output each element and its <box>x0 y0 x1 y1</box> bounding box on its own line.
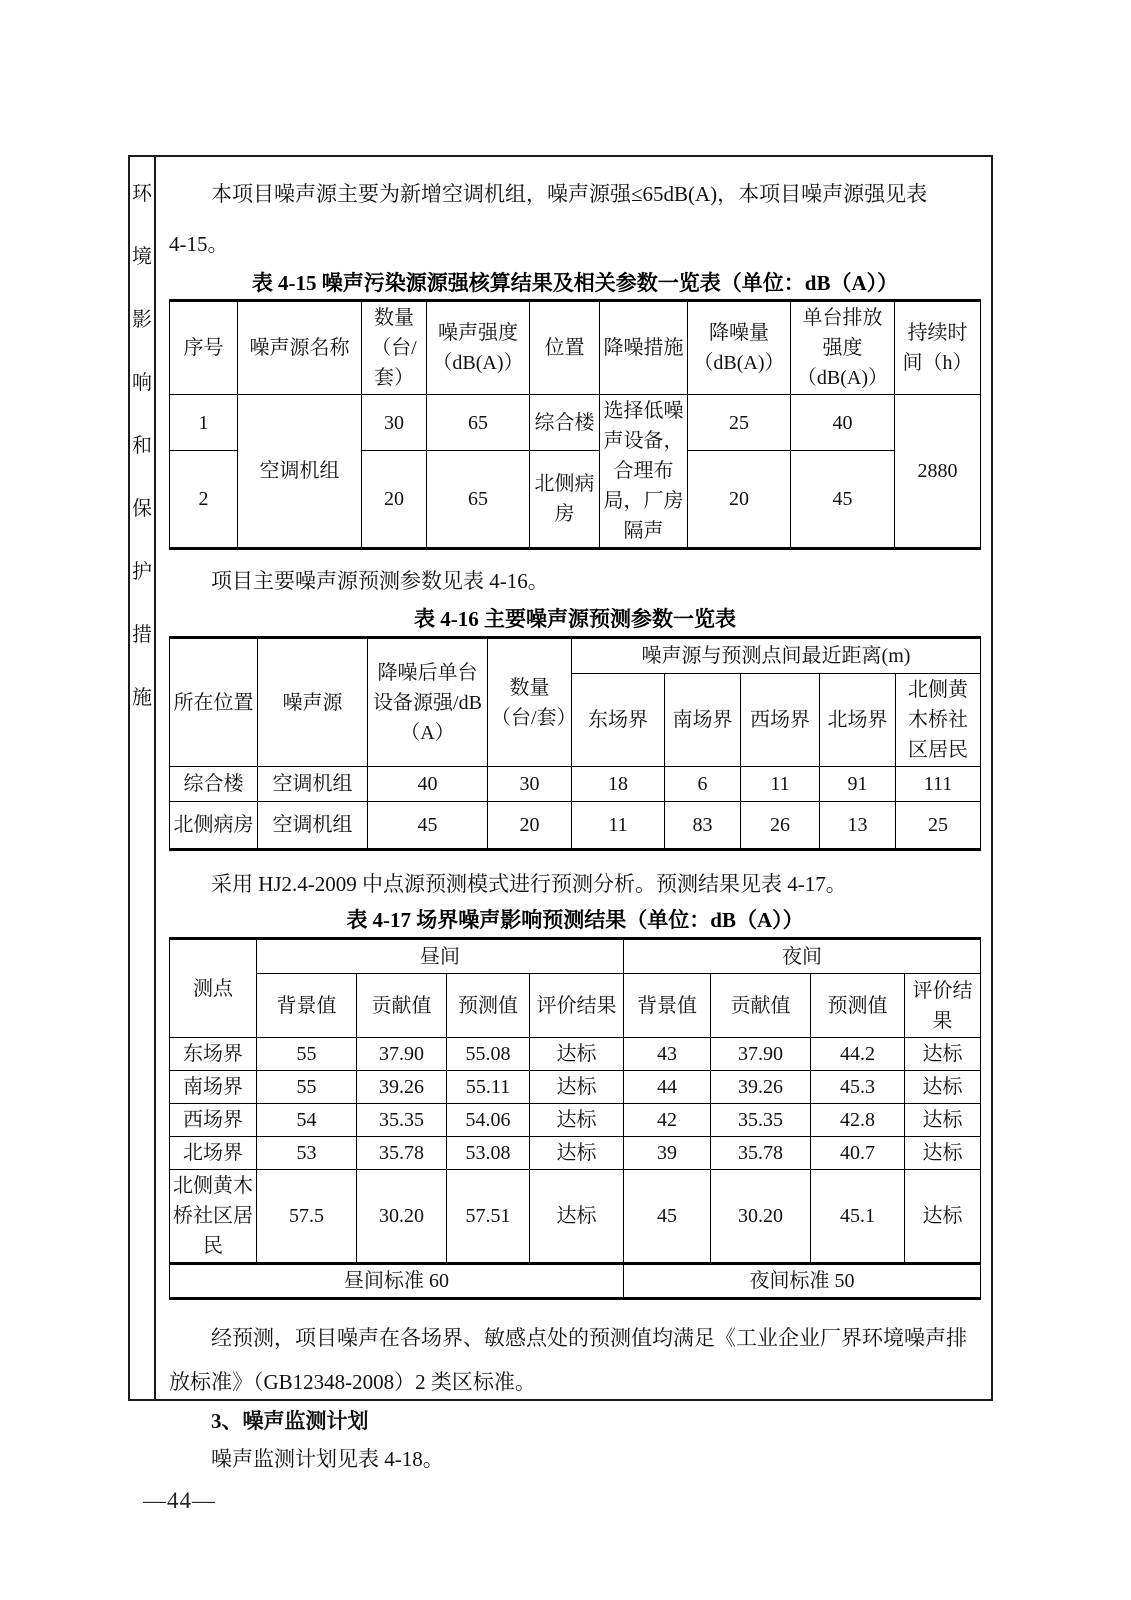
table16-title: 表 4-16 主要噪声源预测参数一览表 <box>413 607 736 631</box>
page-number: —44— <box>143 1488 216 1513</box>
table-row <box>169 1071 980 1104</box>
cell-qty: 20 <box>487 802 571 850</box>
header-cell: 西场界 <box>740 674 819 767</box>
cell-day-eval: 达标 <box>529 1071 623 1104</box>
cell-day-contrib: 37.90 <box>356 1038 446 1071</box>
cell-source-name: 空调机组 <box>237 395 361 549</box>
table-row <box>169 1170 980 1264</box>
table17-title: 表 4-17 场界噪声影响预测结果（单位：dB（A）） <box>346 908 804 932</box>
cell-night-bg: 45 <box>623 1170 710 1264</box>
paragraph-conclusion: 经预测，项目噪声在各场界、敏感点处的预测值均满足《工业企业厂界环境噪声排放标准》（GB12348-2008）2 类区标准。 <box>168 1326 967 1394</box>
header-cell: 贡献值 <box>356 974 446 1038</box>
cell-night-bg: 39 <box>623 1137 710 1170</box>
page-content <box>156 157 991 1471</box>
cell-night-contrib: 30.20 <box>710 1170 810 1264</box>
cell-point: 北场界 <box>169 1137 256 1170</box>
table-boundary-noise-prediction <box>169 937 981 1300</box>
cell-day-bg: 55 <box>256 1038 356 1071</box>
cell-day-contrib: 39.26 <box>356 1071 446 1104</box>
header-cell: 所在位置 <box>169 638 257 767</box>
header-cell: 背景值 <box>623 974 710 1038</box>
cell-qty: 20 <box>361 451 426 549</box>
cell-dist-north: 91 <box>819 767 895 802</box>
header-cell: 北场界 <box>819 674 895 767</box>
header-cell: 测点 <box>169 939 256 1038</box>
cell-day-bg: 55 <box>256 1071 356 1104</box>
cell-day-bg: 53 <box>256 1137 356 1170</box>
header-cell: 降噪措施 <box>599 301 687 395</box>
cell-night-contrib: 37.90 <box>710 1038 810 1071</box>
cell-night-standard: 夜间标准 50 <box>623 1264 980 1299</box>
header-cell: 预测值 <box>446 974 529 1038</box>
cell-day-eval: 达标 <box>529 1038 623 1071</box>
header-cell: 数量（台/套） <box>361 301 426 395</box>
cell-night-contrib: 39.26 <box>710 1071 810 1104</box>
paragraph-see-table18: 噪声监测计划见表 4-18。 <box>210 1447 444 1471</box>
cell-seq: 1 <box>169 395 237 451</box>
paragraph-model: 采用 HJ2.4-2009 中点源预测模式进行预测分析。预测结果见表 4-17。 <box>210 872 847 896</box>
cell-qty: 30 <box>487 767 571 802</box>
cell-day-pred: 55.08 <box>446 1038 529 1071</box>
cell-night-bg: 42 <box>623 1104 710 1137</box>
cell-night-eval: 达标 <box>904 1038 980 1071</box>
cell-night-eval: 达标 <box>904 1137 980 1170</box>
cell-point: 北侧黄木桥社区居民 <box>169 1170 256 1264</box>
page-frame <box>128 155 993 1471</box>
cell-day-eval: 达标 <box>529 1170 623 1264</box>
cell-dist-west: 26 <box>740 802 819 850</box>
table-row <box>169 1104 980 1137</box>
cell-measure: 选择低噪声设备，合理布局，厂房隔声 <box>599 395 687 549</box>
sidebar-vertical-label: 环境影响和保护措施 <box>130 157 156 1399</box>
cell-night-eval: 达标 <box>904 1170 980 1264</box>
paragraph-intro-line2: 4-15。 <box>168 232 229 256</box>
header-cell-day-group: 昼间 <box>256 939 623 974</box>
table-row <box>169 1038 980 1071</box>
cell-dist-south: 6 <box>664 767 740 802</box>
table17-standards-row <box>169 1264 980 1299</box>
cell-dist-north: 13 <box>819 802 895 850</box>
cell-strength: 65 <box>426 395 529 451</box>
cell-night-bg: 43 <box>623 1038 710 1071</box>
table-row <box>169 1137 980 1170</box>
header-cell: 噪声源 <box>257 638 367 767</box>
cell-night-contrib: 35.78 <box>710 1137 810 1170</box>
header-cell: 持续时间（h） <box>894 301 980 395</box>
cell-location: 北侧病房 <box>529 451 599 549</box>
header-cell: 预测值 <box>810 974 904 1038</box>
cell-duration: 2880 <box>894 395 980 549</box>
cell-strength: 45 <box>367 802 487 850</box>
cell-day-pred: 55.11 <box>446 1071 529 1104</box>
paragraph-intro <box>169 169 981 269</box>
cell-strength: 65 <box>426 451 529 549</box>
header-cell: 北侧黄木桥社区居民 <box>895 674 980 767</box>
header-cell: 降噪量（dB(A)） <box>687 301 790 395</box>
cell-location: 北侧病房 <box>169 802 257 850</box>
header-cell-night-group: 夜间 <box>623 939 980 974</box>
table15-header-row <box>169 301 980 395</box>
cell-night-pred: 45.3 <box>810 1071 904 1104</box>
cell-day-eval: 达标 <box>529 1104 623 1137</box>
cell-day-eval: 达标 <box>529 1137 623 1170</box>
cell-source: 空调机组 <box>257 802 367 850</box>
cell-day-contrib: 35.35 <box>356 1104 446 1137</box>
cell-day-bg: 54 <box>256 1104 356 1137</box>
table17-header-row-sub <box>169 974 980 1038</box>
cell-night-pred: 40.7 <box>810 1137 904 1170</box>
header-cell: 数量（台/套） <box>487 638 571 767</box>
cell-reduction: 25 <box>687 395 790 451</box>
cell-day-contrib: 35.78 <box>356 1137 446 1170</box>
header-cell: 背景值 <box>256 974 356 1038</box>
cell-reduction: 20 <box>687 451 790 549</box>
header-cell: 噪声强度（dB(A)） <box>426 301 529 395</box>
paragraph-see-table16: 项目主要噪声源预测参数见表 4-16。 <box>210 569 549 593</box>
table-row <box>169 767 980 802</box>
cell-dist-residents: 111 <box>895 767 980 802</box>
cell-location: 综合楼 <box>529 395 599 451</box>
table-row <box>169 395 980 451</box>
cell-night-contrib: 35.35 <box>710 1104 810 1137</box>
cell-dist-east: 11 <box>571 802 664 850</box>
cell-day-contrib: 30.20 <box>356 1170 446 1264</box>
table-row <box>169 802 980 850</box>
cell-dist-west: 11 <box>740 767 819 802</box>
cell-unit-emission: 45 <box>790 451 894 549</box>
header-cell: 贡献值 <box>710 974 810 1038</box>
cell-source: 空调机组 <box>257 767 367 802</box>
cell-day-pred: 57.51 <box>446 1170 529 1264</box>
header-cell: 单台排放强度（dB(A)） <box>790 301 894 395</box>
cell-day-pred: 53.08 <box>446 1137 529 1170</box>
table16-header-row-group <box>169 638 980 674</box>
heading-monitoring-plan: 3、噪声监测计划 <box>210 1409 369 1433</box>
cell-seq: 2 <box>169 451 237 549</box>
paragraph-intro-line1: 本项目噪声源主要为新增空调机组，噪声源强≤65dB(A)，本项目噪声源强见表 <box>210 182 928 206</box>
cell-night-bg: 44 <box>623 1071 710 1104</box>
cell-dist-south: 83 <box>664 802 740 850</box>
cell-night-eval: 达标 <box>904 1104 980 1137</box>
header-cell: 东场界 <box>571 674 664 767</box>
cell-night-pred: 45.1 <box>810 1170 904 1264</box>
cell-day-bg: 57.5 <box>256 1170 356 1264</box>
header-cell: 位置 <box>529 301 599 395</box>
cell-point: 西场界 <box>169 1104 256 1137</box>
cell-dist-residents: 25 <box>895 802 980 850</box>
header-cell: 噪声源名称 <box>237 301 361 395</box>
table-noise-source-strength <box>169 299 981 550</box>
header-cell: 降噪后单台设备源强/dB（A） <box>367 638 487 767</box>
table15-title: 表 4-15 噪声污染源源强核算结果及相关参数一览表（单位：dB（A）） <box>251 271 899 295</box>
header-cell: 序号 <box>169 301 237 395</box>
cell-night-pred: 42.8 <box>810 1104 904 1137</box>
table17-header-row-group <box>169 939 980 974</box>
table-prediction-parameters <box>169 636 981 851</box>
header-cell: 评价结果 <box>529 974 623 1038</box>
cell-strength: 40 <box>367 767 487 802</box>
cell-location: 综合楼 <box>169 767 257 802</box>
cell-dist-east: 18 <box>571 767 664 802</box>
cell-night-pred: 44.2 <box>810 1038 904 1071</box>
header-cell: 南场界 <box>664 674 740 767</box>
cell-day-standard: 昼间标准 60 <box>169 1264 623 1299</box>
cell-day-pred: 54.06 <box>446 1104 529 1137</box>
cell-night-eval: 达标 <box>904 1071 980 1104</box>
cell-point: 东场界 <box>169 1038 256 1071</box>
header-cell: 评价结果 <box>904 974 980 1038</box>
header-cell-distance-group: 噪声源与预测点间最近距离(m) <box>571 638 980 674</box>
cell-unit-emission: 40 <box>790 395 894 451</box>
cell-qty: 30 <box>361 395 426 451</box>
cell-point: 南场界 <box>169 1071 256 1104</box>
